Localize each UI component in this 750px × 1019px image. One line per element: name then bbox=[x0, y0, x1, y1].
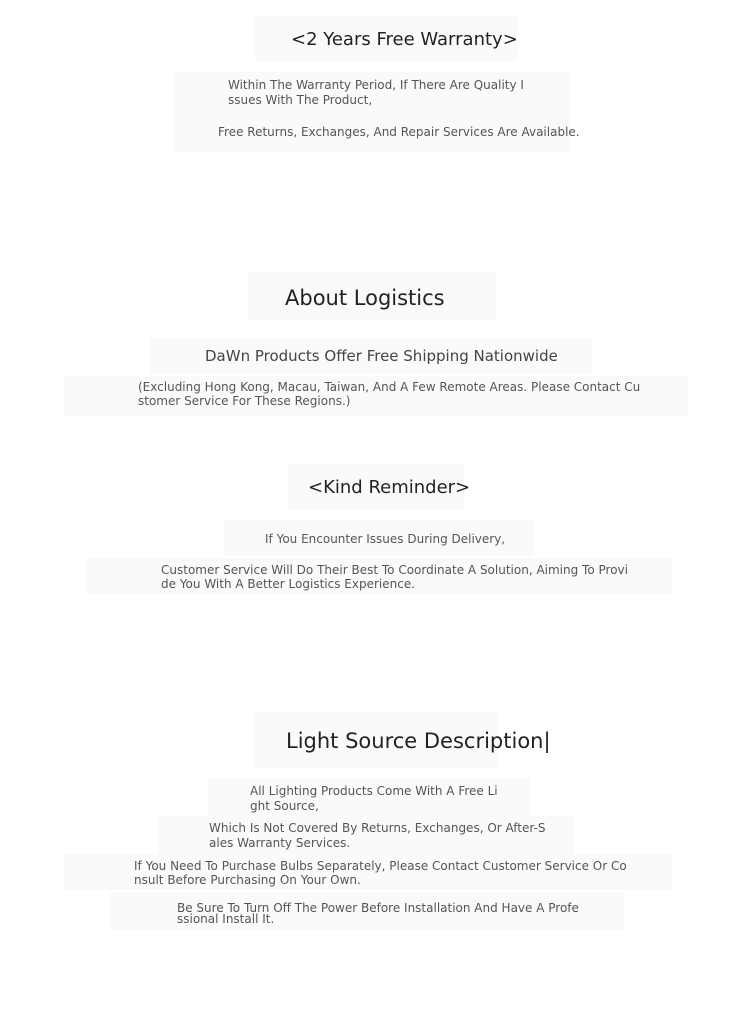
reminder-line-2b: de You With A Better Logistics Experience. bbox=[161, 577, 416, 591]
logistics-subtitle: DaWn Products Offer Free Shipping Nationwide bbox=[205, 347, 558, 365]
light-source-line-3a: If You Need To Purchase Bulbs Separately, Please Contact Customer Service Or Co bbox=[134, 859, 627, 873]
light-source-line-2b: ales Warranty Services. bbox=[209, 836, 351, 850]
light-source-line-3b: nsult Before Purchasing On Your Own. bbox=[134, 873, 361, 887]
light-source-line-1b: ght Source, bbox=[250, 799, 319, 813]
warranty-text-line-2: Free Returns, Exchanges, And Repair Services Are Available. bbox=[218, 125, 580, 139]
warranty-text-line-1a: Within The Warranty Period, If There Are Quality I bbox=[228, 78, 524, 92]
warranty-text-line-1b: ssues With The Product, bbox=[228, 93, 373, 107]
logistics-note-line-b: stomer Service For These Regions.) bbox=[138, 394, 351, 408]
reminder-line-1: If You Encounter Issues During Delivery, bbox=[265, 532, 506, 546]
reminder-title: <Kind Reminder> bbox=[308, 477, 471, 498]
light-source-line-4b: ssional Install It. bbox=[177, 912, 275, 926]
light-source-line-1a: All Lighting Products Come With A Free Li bbox=[250, 784, 498, 798]
logistics-title: About Logistics bbox=[285, 286, 445, 310]
light-source-title: Light Source Description| bbox=[286, 729, 551, 753]
light-source-line-4a: Be Sure To Turn Off The Power Before Installation And Have A Profe bbox=[177, 901, 579, 915]
reminder-line-2a: Customer Service Will Do Their Best To Coordinate A Solution, Aiming To Provi bbox=[161, 563, 628, 577]
light-source-line-2a: Which Is Not Covered By Returns, Exchanges, Or After-S bbox=[209, 821, 546, 835]
logistics-note-line-a: (Excluding Hong Kong, Macau, Taiwan, And A Few Remote Areas. Please Contact Cu bbox=[138, 380, 641, 394]
warranty-title: <2 Years Free Warranty> bbox=[291, 29, 518, 50]
